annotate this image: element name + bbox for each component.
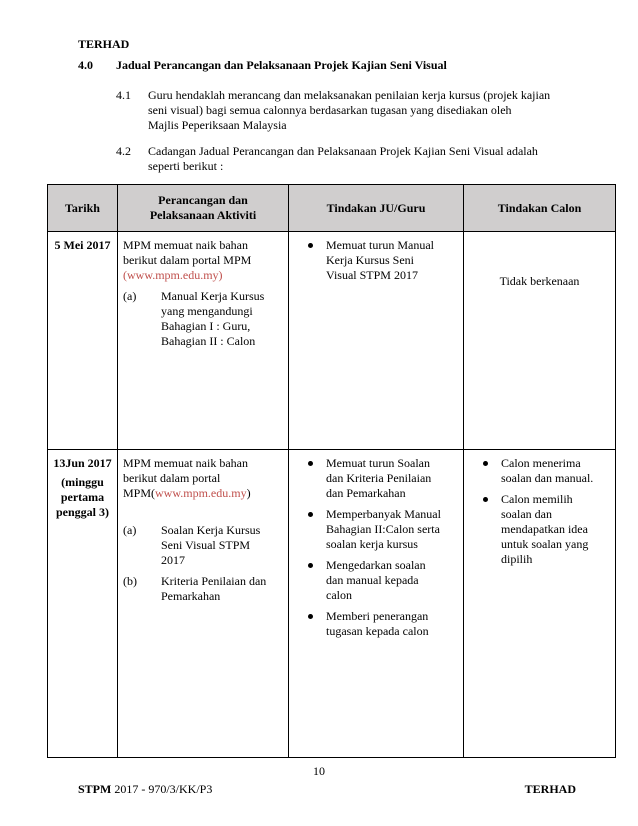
section-number: 4.0: [78, 58, 93, 72]
teacher-action: [294, 558, 457, 603]
activity-line: berikut dalam portal MPM: [123, 253, 252, 267]
row-date: [48, 450, 117, 520]
candidate-action-line: Calon memilih: [501, 492, 573, 506]
teacher-action-line: Kerja Kursus Seni: [326, 253, 414, 267]
header-activity-line: Pelaksanaan Aktiviti: [149, 208, 257, 222]
teacher-action: [294, 238, 457, 283]
row-teacher-cell: [289, 232, 464, 450]
row-candidate-cell: [464, 450, 616, 758]
teacher-action: [294, 456, 457, 501]
activity-item-line: Soalan Kerja Kursus: [161, 523, 261, 537]
header-candidate: Tindakan Calon: [464, 185, 616, 232]
mpm-link[interactable]: www.mpm.edu.my: [155, 486, 247, 500]
activity-line: MPM memuat naik bahan: [123, 238, 248, 252]
teacher-action-line: dan Kriteria Penilaian: [326, 471, 432, 485]
row-date-note-line: penggal 3): [55, 505, 109, 519]
paragraph-number: 4.1: [116, 88, 131, 102]
paragraph-text: [148, 144, 588, 174]
activity-item-line: 2017: [161, 553, 185, 567]
footer-code: [78, 782, 212, 797]
activity-line: [123, 486, 282, 501]
teacher-action-line: Memberi penerangan: [326, 609, 429, 623]
activity-item-line: Manual Kerja Kursus: [161, 289, 265, 303]
activity-item-line: Kriteria Penilaian dan: [161, 574, 267, 588]
row-date-note: [48, 475, 117, 520]
teacher-action: [294, 507, 457, 552]
link-prefix: MPM(: [123, 486, 156, 500]
activity-item-label: (a): [123, 289, 137, 303]
section-title: Jadual Perancangan dan Pelaksanaan Projek Kajian Seni Visual: [116, 58, 447, 72]
header-teacher: Tindakan JU/Guru: [289, 185, 464, 232]
candidate-action-line: dipilih: [501, 552, 533, 566]
header-activity-line: Perancangan dan: [158, 193, 248, 207]
paragraph-text: [148, 88, 588, 133]
teacher-action-line: soalan kerja kursus: [326, 537, 418, 551]
candidate-action-line: Calon menerima: [501, 456, 581, 470]
teacher-action-line: Visual STPM 2017: [326, 268, 418, 282]
paragraph-line: seni visual) bagi semua calonnya berdasarkan tugasan yang disediakan oleh: [148, 103, 512, 117]
teacher-action-line: tugasan kepada calon: [326, 624, 429, 638]
candidate-action: [469, 492, 609, 567]
schedule-table: [47, 184, 616, 758]
teacher-action-line: Mengedarkan soalan: [326, 558, 426, 572]
link-suffix: ): [246, 486, 251, 500]
footer-code-rest: 2017 - 970/3/KK/P3: [111, 782, 213, 796]
classification-footer: TERHAD: [524, 782, 576, 796]
paragraph-number: 4.2: [116, 144, 131, 158]
page-number: 10: [313, 764, 325, 778]
candidate-action-line: soalan dan manual.: [501, 471, 594, 485]
paragraph-line: Majlis Peperiksaan Malaysia: [148, 118, 287, 132]
mpm-link[interactable]: (www.mpm.edu.my): [123, 268, 223, 282]
activity-item: [123, 574, 282, 604]
teacher-action-line: Bahagian II:Calon serta: [326, 522, 440, 536]
activity-item-label: (a): [123, 523, 137, 537]
row-date: 5 Mei 2017: [54, 238, 111, 252]
activity-line: MPM memuat naik bahan: [123, 456, 248, 470]
activity-item-label: (b): [123, 574, 137, 588]
teacher-action-line: calon: [326, 588, 352, 602]
teacher-action: [294, 609, 457, 639]
activity-item-line: yang mengandungi: [161, 304, 253, 318]
activity-item-line: Bahagian II : Calon: [161, 334, 256, 348]
activity-item: [123, 289, 282, 349]
row-activity-cell: [118, 232, 289, 450]
candidate-action-line: mendapatkan idea: [501, 522, 588, 536]
header-date: Tarikh: [48, 185, 118, 232]
paragraph-line: seperti berikut :: [148, 159, 224, 173]
footer-code-bold: STPM: [78, 782, 112, 796]
teacher-action-line: Memuat turun Manual: [326, 238, 434, 252]
row-teacher-cell: [289, 450, 464, 758]
row-date-cell: [48, 232, 118, 450]
teacher-action-line: dan manual kepada: [326, 573, 419, 587]
row-candidate-cell: [464, 232, 616, 450]
paragraph-line: Cadangan Jadual Perancangan dan Pelaksanaan Projek Kajian Seni Visual adalah: [148, 144, 538, 158]
row-date-cell: [48, 450, 118, 758]
table-header-row: [48, 185, 616, 232]
activity-item: [123, 523, 282, 568]
activity-item-line: Pemarkahan: [161, 589, 221, 603]
header-activity: [118, 185, 289, 232]
classification-header: TERHAD: [78, 37, 130, 51]
row-activity-cell: [118, 450, 289, 758]
activity-item-line: Seni Visual STPM: [161, 538, 251, 552]
table-row: [48, 232, 616, 450]
row-date-note-line: (minggu: [61, 475, 104, 489]
paragraph-line: Guru hendaklah merancang dan melaksanakan penilaian kerja kursus (projek kajian: [148, 88, 551, 102]
candidate-action-line: untuk soalan yang: [501, 537, 589, 551]
teacher-action-line: dan Pemarkahan: [326, 486, 406, 500]
activity-line: berikut dalam portal: [123, 471, 221, 485]
activity-item-line: Bahagian I : Guru,: [161, 319, 251, 333]
row-date-main: 13Jun 2017: [53, 456, 112, 470]
table-row: [48, 450, 616, 758]
row-date-note-line: pertama: [60, 490, 105, 504]
teacher-action-line: Memperbanyak Manual: [326, 507, 441, 521]
teacher-action-line: Memuat turun Soalan: [326, 456, 430, 470]
candidate-action-line: soalan dan: [501, 507, 552, 521]
candidate-not-applicable: Tidak berkenaan: [499, 274, 580, 288]
candidate-action: [469, 456, 609, 486]
